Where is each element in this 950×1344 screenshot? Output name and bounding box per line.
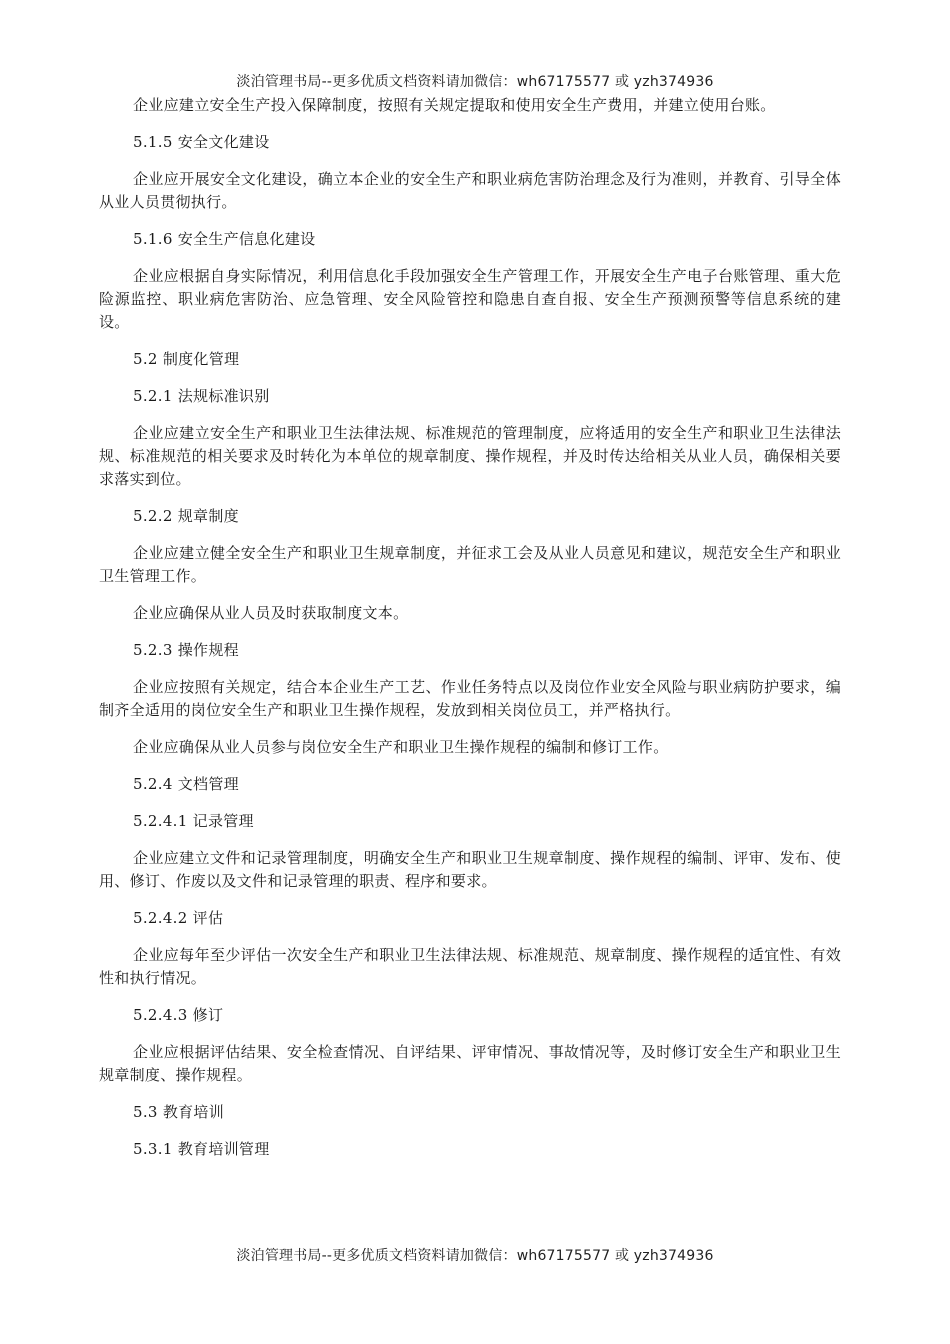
paragraph: 企业应按照有关规定，结合本企业生产工艺、作业任务特点以及岗位作业安全风险与职业病防护要求，编制齐全适用的岗位安全生产和职业卫生操作规程，发放到相关岗位员工，并严格执行。 [99, 678, 841, 719]
section-heading: 5.2.4 文档管理 [133, 775, 239, 793]
section-heading: 5.2 制度化管理 [133, 350, 240, 368]
section-heading: 5.2.4.3 修订 [133, 1006, 224, 1024]
paragraph: 企业应建立文件和记录管理制度，明确安全生产和职业卫生规章制度、操作规程的编制、评审、发布、使用、修订、作废以及文件和记录管理的职责、程序和要求。 [99, 849, 841, 890]
paragraph: 企业应确保从业人员及时获取制度文本。 [133, 604, 409, 622]
section-heading: 5.3.1 教育培训管理 [133, 1140, 270, 1158]
paragraph: 企业应根据评估结果、安全检查情况、自评结果、评审情况、事故情况等，及时修订安全生产和职业卫生规章制度、操作规程。 [99, 1043, 841, 1084]
page-header: 淡泊管理书局--更多优质文档资料请加微信：wh67175577 或 yzh374936 [236, 74, 714, 90]
section-heading: 5.2.4.2 评估 [133, 909, 224, 927]
paragraph: 企业应每年至少评估一次安全生产和职业卫生法律法规、标准规范、规章制度、操作规程的适宜性、有效性和执行情况。 [99, 946, 841, 987]
paragraph: 企业应根据自身实际情况，利用信息化手段加强安全生产管理工作，开展安全生产电子台账管理、重大危险源监控、职业病危害防治、应急管理、安全风险管控和隐患自查自报、安全生产预测预警等信息系统的建设。 [99, 267, 841, 331]
section-heading: 5.2.4.1 记录管理 [133, 812, 254, 830]
paragraph: 企业应建立安全生产和职业卫生法律法规、标准规范的管理制度，应将适用的安全生产和职业卫生法律法规、标准规范的相关要求及时转化为本单位的规章制度、操作规程，并及时传达给相关从业人员，确保相关要求落实到位。 [99, 424, 841, 488]
section-heading: 5.1.6 安全生产信息化建设 [133, 230, 316, 248]
paragraph: 企业应建立健全安全生产和职业卫生规章制度，并征求工会及从业人员意见和建议，规范安全生产和职业卫生管理工作。 [99, 544, 841, 585]
section-heading: 5.1.5 安全文化建设 [133, 133, 270, 151]
page-footer: 淡泊管理书局--更多优质文档资料请加微信：wh67175577 或 yzh374936 [236, 1248, 714, 1264]
section-heading: 5.2.3 操作规程 [133, 641, 239, 659]
paragraph: 企业应确保从业人员参与岗位安全生产和职业卫生操作规程的编制和修订工作。 [133, 738, 669, 756]
section-heading: 5.2.2 规章制度 [133, 507, 239, 525]
document-body [99, 94, 841, 1175]
paragraph: 企业应开展安全文化建设，确立本企业的安全生产和职业病危害防治理念及行为准则，并教育、引导全体从业人员贯彻执行。 [99, 170, 841, 211]
section-heading: 5.3 教育培训 [133, 1103, 225, 1121]
section-heading: 5.2.1 法规标准识别 [133, 387, 270, 405]
paragraph: 企业应建立安全生产投入保障制度，按照有关规定提取和使用安全生产费用，并建立使用台账。 [133, 96, 776, 114]
